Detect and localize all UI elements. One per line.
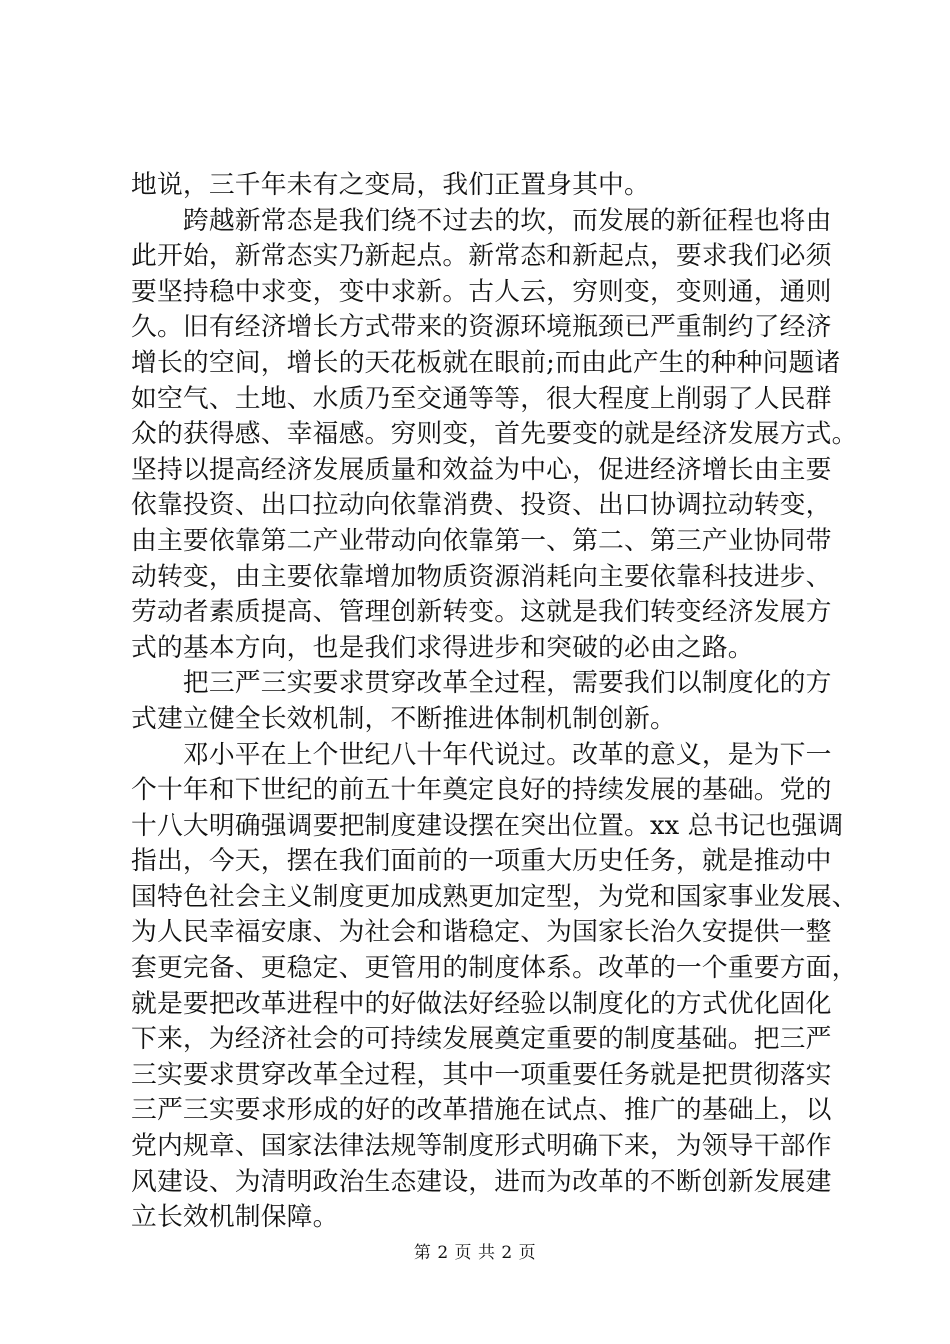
text-line: 众的获得感、幸福感。穷则变，首先要变的就是经济发展方式。 xyxy=(131,419,858,450)
text-line: 由主要依靠第二产业带动向依靠第一、第二、第三产业协同带 xyxy=(131,525,832,556)
text-line: 式建立健全长效机制，不断推进体制机制创新。 xyxy=(131,703,676,734)
text-line: 十八大明确强调要把制度建设摆在突出位置。xx 总书记也强调 xyxy=(131,810,844,841)
text-line: 风建设、为清明政治生态建设，进而为改革的不断创新发展建 xyxy=(131,1166,832,1197)
text-line: 久。旧有经济增长方式带来的资源环境瓶颈已严重制约了经济 xyxy=(131,312,832,343)
text-line: 个十年和下世纪的前五十年奠定良好的持续发展的基础。党的 xyxy=(131,775,832,806)
text-line: 指出，今天，摆在我们面前的一项重大历史任务，就是推动中 xyxy=(131,846,832,877)
text-line: 坚持以提高经济发展质量和效益为中心，促进经济增长由主要 xyxy=(131,454,832,485)
text-line: 动转变，由主要依靠增加物质资源消耗向主要依靠科技进步、 xyxy=(131,561,832,592)
text-line: 就是要把改革进程中的好做法好经验以制度化的方式优化固化 xyxy=(131,988,832,1019)
text-line: 邓小平在上个世纪八十年代说过。改革的意义，是为下一 xyxy=(131,739,832,770)
text-line: 依靠投资、出口拉动向依靠消费、投资、出口协调拉动转变， xyxy=(131,490,832,521)
text-line: 立长效机制保障。 xyxy=(131,1202,339,1233)
text-line: 三实要求贯穿改革全过程，其中一项重要任务就是把贯彻落实 xyxy=(131,1059,832,1090)
text-line: 跨越新常态是我们绕不过去的坎，而发展的新征程也将由 xyxy=(131,205,832,236)
text-line: 如空气、土地、水质乃至交通等等，很大程度上削弱了人民群 xyxy=(131,383,832,414)
page-footer: 第 2 页 共 2 页 xyxy=(413,1243,537,1263)
text-line: 要坚持稳中求变，变中求新。古人云，穷则变，变则通，通则 xyxy=(131,276,832,307)
text-line: 增长的空间，增长的天花板就在眼前;而由此产生的种种问题诸 xyxy=(131,347,841,378)
text-line: 劳动者素质提高、管理创新转变。这就是我们转变经济发展方 xyxy=(131,597,832,628)
text-line: 下来，为经济社会的可持续发展奠定重要的制度基础。把三严 xyxy=(131,1024,832,1055)
text-line: 式的基本方向，也是我们求得进步和突破的必由之路。 xyxy=(131,632,754,663)
text-line: 党内规章、国家法律法规等制度形式明确下来，为领导干部作 xyxy=(131,1131,832,1162)
text-line: 三严三实要求形成的好的改革措施在试点、推广的基础上，以 xyxy=(131,1095,832,1126)
text-line: 为人民幸福安康、为社会和谐稳定、为国家长治久安提供一整 xyxy=(131,917,832,948)
text-line: 国特色社会主义制度更加成熟更加定型，为党和国家事业发展、 xyxy=(131,881,858,912)
text-line: 把三严三实要求贯穿改革全过程，需要我们以制度化的方 xyxy=(131,668,832,699)
text-line: 此开始，新常态实乃新起点。新常态和新起点，要求我们必须 xyxy=(131,241,832,272)
text-line: 套更完备、更稳定、更管用的制度体系。改革的一个重要方面， xyxy=(131,953,858,984)
text-line: 地说，三千年未有之变局，我们正置身其中。 xyxy=(131,170,650,200)
body-text xyxy=(131,168,858,1236)
